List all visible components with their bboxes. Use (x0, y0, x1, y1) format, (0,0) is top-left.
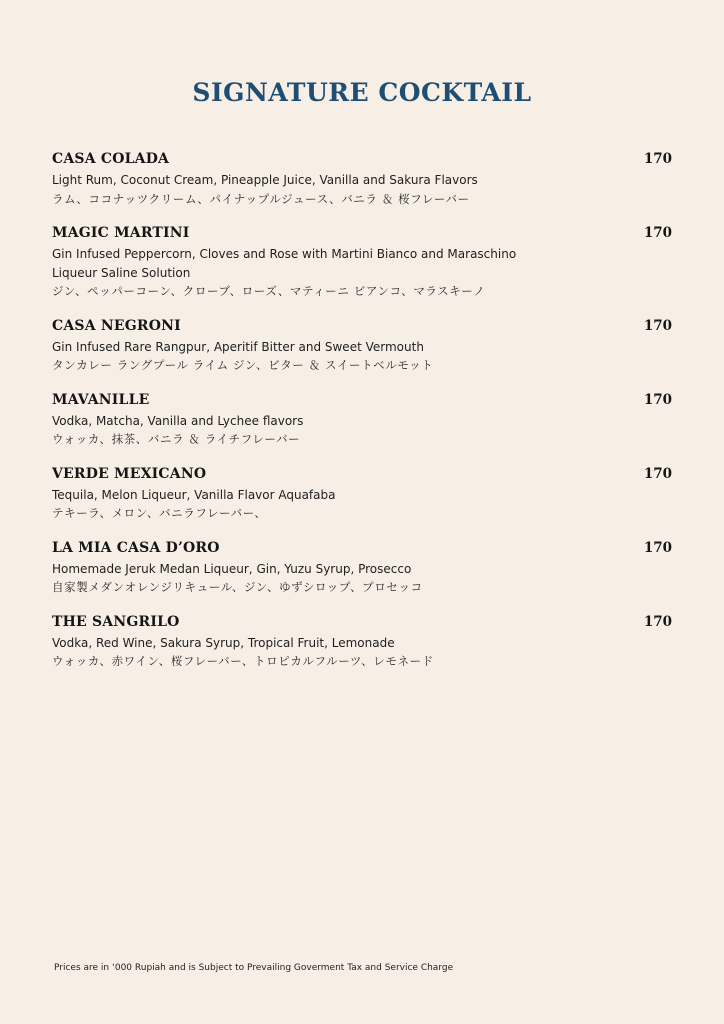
item-description: Vodka, Matcha, Vanilla and Lychee flavors (52, 413, 304, 428)
item-name: LA MIA CASA D’ORO (52, 539, 220, 556)
menu-item-la-mia-casa-doro (52, 540, 672, 597)
item-price: 170 (643, 225, 672, 241)
item-name: MAGIC MARTINI (52, 225, 190, 241)
item-description: Gin Infused Peppercorn, Cloves and Rose with Martini Bianco and Maraschino Liqueur Saline Solution (52, 247, 517, 280)
page-title: SIGNATURE COCKTAIL (192, 78, 532, 107)
item-price: 170 (643, 317, 672, 334)
item-name: THE SANGRILO (52, 613, 180, 630)
item-japanese-description: ジン、ペッパーコーン、クローブ、ローズ、マティーニ ビアンコ、マラスキーノ (52, 284, 486, 298)
menu-item-casa-negroni (52, 318, 672, 375)
item-price: 170 (643, 613, 672, 630)
item-japanese-description: ウォッカ、赤ワイン、桜フレーバー、トロピカルフルーツ、レモネード (52, 654, 434, 668)
item-description: Gin Infused Rare Rangpur, Aperitif Bitter and Sweet Vermouth (52, 339, 424, 354)
item-price: 170 (643, 391, 672, 408)
item-description: Vodka, Red Wine, Sakura Syrup, Tropical Fruit, Lemonade (52, 635, 395, 650)
menu-item-verde-mexicano (52, 466, 672, 523)
item-japanese-description: テキーラ、メロン、バニラフレーバー、 (52, 506, 267, 520)
price-disclaimer: Prices are in ‘000 Rupiah and is Subject to Prevailing Goverment Tax and Service Charge (54, 963, 454, 973)
item-japanese-description: タンカレー ラングプール ライム ジン、ビター ＆ スイートベルモット (52, 358, 434, 372)
menu-item-magic-martini (52, 225, 672, 301)
item-price: 170 (643, 539, 672, 556)
item-description: Tequila, Melon Liqueur, Vanilla Flavor Aquafaba (52, 487, 336, 502)
item-name: VERDE MEXICANO (52, 465, 207, 482)
item-description: Light Rum, Coconut Cream, Pineapple Juice, Vanilla and Sakura Flavors (52, 173, 478, 187)
item-name: CASA NEGRONI (52, 317, 181, 334)
item-japanese-description: ウォッカ、抹茶、バニラ ＆ ライチフレーバー (52, 432, 301, 446)
menu-item-mavanille (52, 392, 672, 449)
menu-item-casa-colada (52, 151, 672, 208)
cocktail-menu-list (52, 151, 672, 688)
item-japanese-description: ラム、ココナッツクリーム、パイナップルジュース、バニラ ＆ 桜フレーバー (52, 191, 470, 206)
item-name: CASA COLADA (52, 151, 170, 167)
item-price: 170 (643, 465, 672, 482)
item-japanese-description: 自家製メダンオレンジリキュール、ジン、ゆずシロップ、プロセッコ (52, 580, 423, 594)
item-description: Homemade Jeruk Medan Liqueur, Gin, Yuzu Syrup, Prosecco (52, 561, 412, 576)
item-name: MAVANILLE (52, 391, 150, 408)
menu-item-the-sangrilo (52, 614, 672, 671)
item-price: 170 (643, 151, 672, 167)
